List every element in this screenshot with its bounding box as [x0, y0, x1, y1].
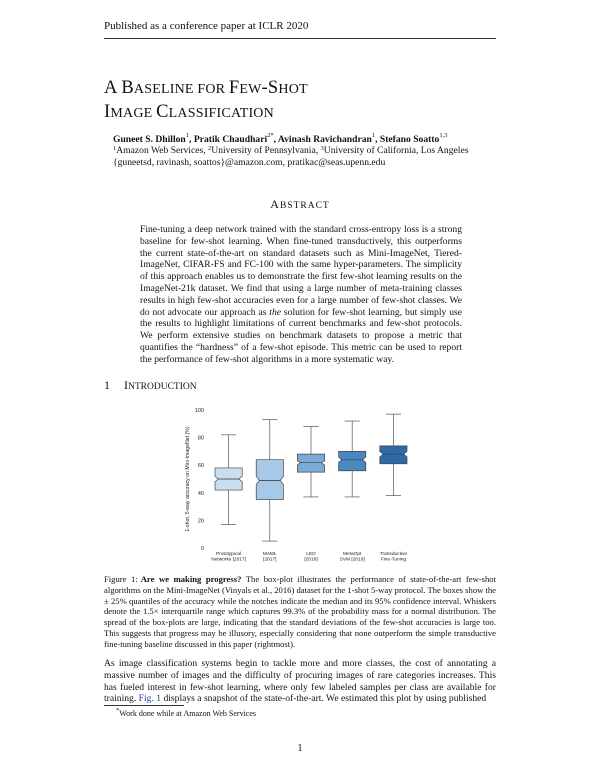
boxplot-chart	[180, 402, 420, 562]
y-tick-label: 100	[194, 408, 204, 414]
page-header: Published as a conference paper at ICLR 2020	[104, 20, 309, 32]
y-axis-label: 1-shot, 5-way accuracy on Mini-ImageNet (%)	[185, 426, 191, 532]
title-line-2: IMAGE CLASSIFICATION	[104, 102, 274, 122]
author-list: Guneet S. Dhillon$^1$, Pratik Chaudhari$^{2*}$, Avinash Ravichandran$^1$, Stefano Soatto$^{1,3}$	[113, 132, 448, 145]
header-rule	[104, 38, 496, 39]
x-tick-label: [2017]	[263, 557, 277, 562]
x-tick-label: Transductive	[379, 552, 408, 557]
author-emails: {guneetsd, ravinash, soattos}@amazon.com, pratikac@seas.upenn.edu	[113, 156, 386, 168]
x-tick-label: [2018]	[304, 557, 318, 562]
y-tick-label: 0	[200, 546, 204, 552]
box-body	[256, 460, 283, 500]
author-name: Guneet S. Dhillon	[113, 134, 186, 145]
section-heading-introduction: 1 INTRODUCTION	[104, 378, 197, 392]
footnote: *Work done while at Amazon Web Services	[116, 707, 256, 718]
author-name: Pratik Chaudhari	[193, 134, 268, 145]
author-name: Stefano Soatto	[379, 134, 440, 145]
paper-title	[104, 77, 308, 125]
x-tick-label: MetaOpt	[342, 552, 362, 557]
x-tick-label: Prototypical	[216, 552, 242, 557]
body-paragraph: As image classification systems begin to tackle more and more classes, the cost of annotating a massive number of images and the difficulty of procuring images of rare categories increases. This has fueled interest in few-shot learning, where only few labeled samples per class are available for training. Fig. 1 displays a snapshot of the state-of-the-art. We estimated this plot by using published	[104, 658, 496, 705]
page-number: 1	[297, 743, 303, 754]
y-tick-label: 20	[197, 518, 204, 525]
author-name: Avinash Ravichandran	[277, 134, 372, 145]
x-tick-label: Fine-Tuning	[380, 557, 407, 562]
figure-caption: Figure 1: Are we making progress? The box-plot illustrates the performance of state-of-the-art few-shot algorithms on the Mini-ImageNet (Vinyals et al., 2016) dataset for the 1-shot 5-way protocol. The boxes show the ± 25% quantiles of the accuracy while the notches indicate the median and its 95% confidence interval. Whiskers denote the 1.5× interquartile range which captures 99.3% of the probability mass for a normal distribution. The spread of the box-plots are large, indicating that the standard deviations of the few-shot accuracies is large too. This suggests that progress may be illusory, especially considering that none outperform the simple transductive fine-tuning baseline discussed in this paper (rightmost).	[104, 574, 496, 649]
x-tick-label: LEO	[306, 552, 316, 557]
box-body	[339, 451, 366, 470]
y-tick-label: 80	[197, 435, 204, 442]
x-tick-label: MAML	[262, 552, 277, 557]
y-tick-label: 60	[197, 463, 204, 470]
box-body	[380, 446, 407, 464]
abstract-heading: ABSTRACT	[270, 197, 330, 211]
x-tick-label: SVM [2019]	[339, 557, 365, 562]
title-line-1: A BASELINE FOR FEW-SHOT	[104, 78, 308, 98]
abstract-text: Fine-tuning a deep network trained with the standard cross-entropy loss is a strong baseline for few-shot learning. When fine-tuned transductively, this outperforms the current state-of-the-art on standard datasets such as Mini-ImageNet, Tiered-ImageNet, CIFAR-FS and FC-100 with the same hyper-parameters. The simplicity of this approach enables us to demonstrate the first few-shot learning results on the ImageNet-21k dataset. We find that using a large number of meta-training classes results in high few-shot accuracies even for a large number of few-shot classes. We do not advocate our approach as the solution for few-shot learning, but simply use the results to highlight limitations of current benchmarks and few-shot protocols. We perform extensive studies on benchmark datasets to propose a metric that quantifies the “hardness” of a few-shot episode. This metric can be used to report the performance of few-shot algorithms in a more systematic way.	[140, 224, 462, 365]
affiliations	[113, 145, 493, 168]
footnote-rule	[104, 705, 184, 706]
y-tick-label: 40	[197, 490, 204, 497]
box-body	[297, 454, 324, 472]
figure-reference-link[interactable]: Fig. 1	[138, 693, 162, 705]
affiliation-line: $^1$Amazon Web Services, $^2$University of Pennsylvania, $^3$University of California, Los Angeles	[113, 145, 469, 156]
x-tick-label: Networks [2017]	[211, 557, 246, 562]
